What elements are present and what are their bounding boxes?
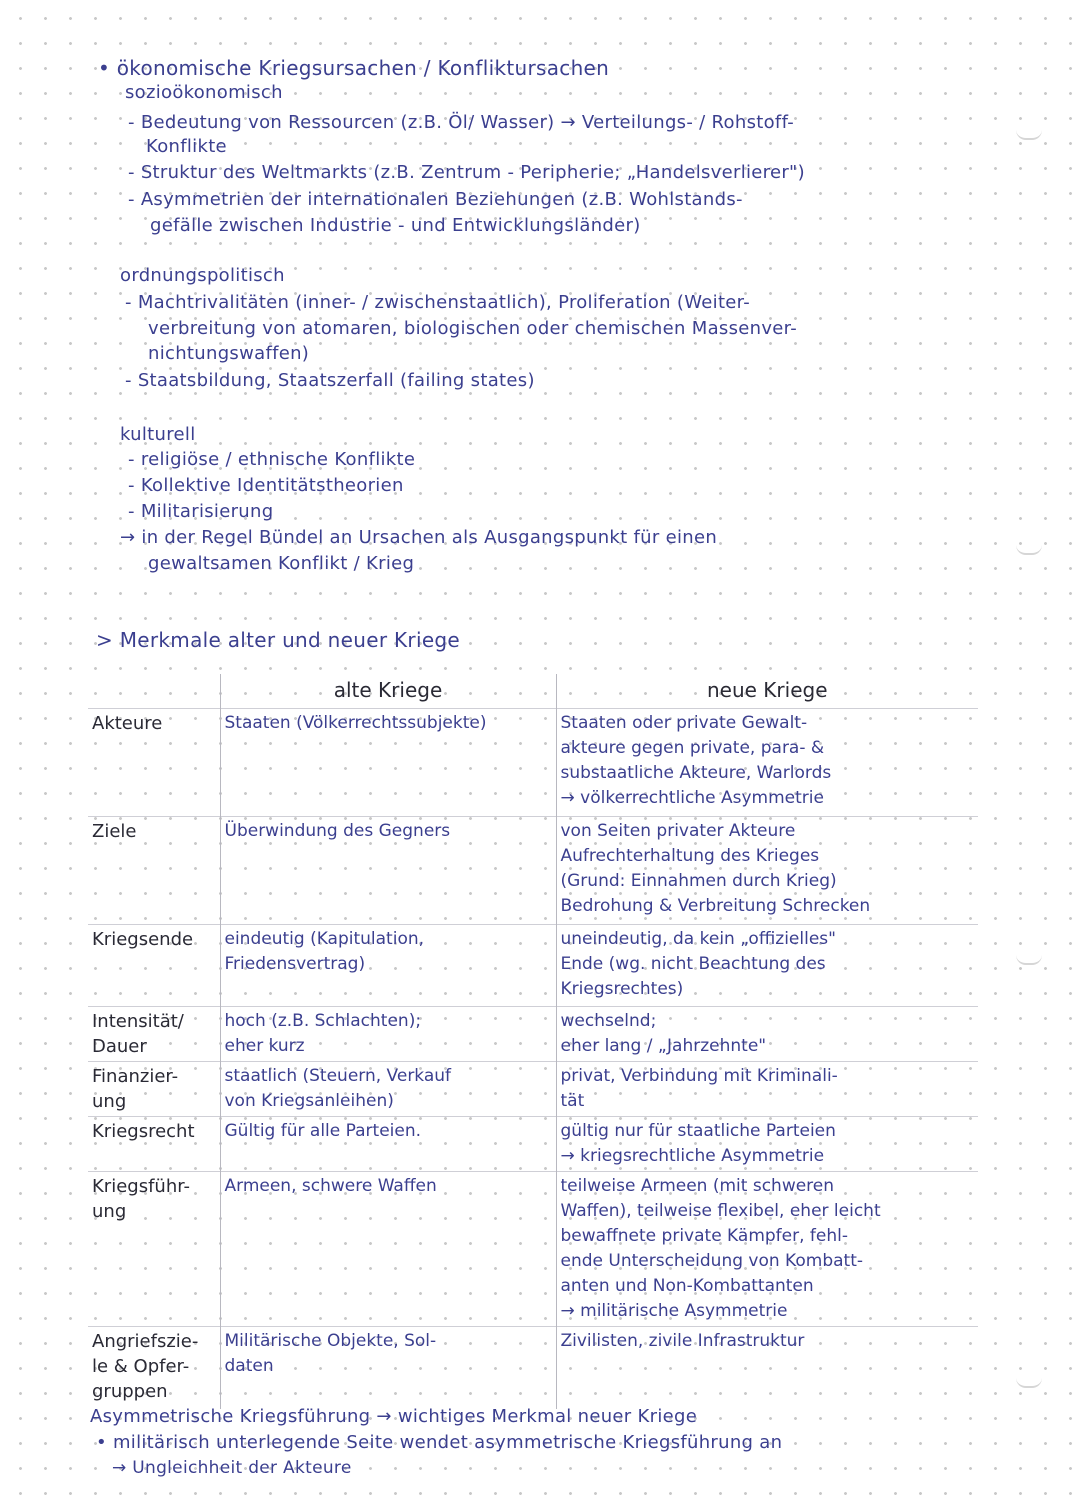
- cell-neue-kriege: [556, 1007, 978, 1062]
- binder-hole-mark: [1016, 130, 1042, 140]
- cell-alte-kriege: [220, 925, 556, 1007]
- cell-text: eher lang / „Jahrzehnte": [560, 1036, 767, 1056]
- cell-text: substaatliche Akteure, Warlords: [560, 763, 832, 783]
- note-line: → Ungleichheit der Akteure: [112, 1458, 352, 1478]
- cell-text: (Grund: Einnahmen durch Krieg): [560, 871, 837, 891]
- cell-text: tät: [560, 1091, 585, 1111]
- cell-text: Gültig für alle Parteien.: [224, 1121, 422, 1141]
- cell-neue-kriege: [556, 1062, 978, 1117]
- cell-text: eher kurz: [224, 1036, 305, 1056]
- cell-neue-kriege: [556, 1117, 978, 1172]
- cell-text: von Kriegsanleihen): [224, 1091, 394, 1111]
- cell-text: Staaten (Völkerrechtssubjekte): [224, 713, 487, 733]
- cell-alte-kriege: [220, 1117, 556, 1172]
- cell-text: bewaffnete private Kämpfer, fehl-: [560, 1226, 848, 1246]
- cell-text: Bedrohung & Verbreitung Schrecken: [560, 896, 871, 916]
- cell-text: Angriefszie-: [92, 1331, 199, 1352]
- cell-neue-kriege: [556, 709, 978, 817]
- subheading-soziooekonomisch: sozioökonomisch: [125, 82, 283, 103]
- binder-hole-mark: [1016, 955, 1042, 965]
- cell-text: anten und Non-Kombattanten: [560, 1276, 814, 1296]
- cell-alte-kriege: [220, 1327, 556, 1409]
- cell-text: ung: [92, 1201, 127, 1222]
- cell-text: hoch (z.B. Schlachten);: [224, 1011, 422, 1031]
- subheading-ordnungspolitisch: ordnungspolitisch: [120, 265, 285, 286]
- text-line: - religiöse / ethnische Konflikte: [128, 449, 416, 470]
- cell-text: Überwindung des Gegners: [224, 821, 451, 841]
- cell-text: wechselnd;: [560, 1011, 657, 1031]
- text-line: - Asymmetrien der internationalen Beziehungen (z.B. Wohlstands-: [128, 189, 743, 210]
- cell-alte-kriege: [220, 1007, 556, 1062]
- table-title: > Merkmale alter und neuer Kriege: [96, 628, 461, 652]
- cell-text: Armeen, schwere Waffen: [224, 1176, 437, 1196]
- cell-text: staatlich (Steuern, Verkauf: [224, 1066, 452, 1086]
- cell-text: Friedensvertrag): [224, 954, 366, 974]
- cell-text: Kriegsende: [92, 929, 194, 950]
- row-label: [88, 709, 220, 817]
- cell-text: Finanzier-: [92, 1066, 179, 1087]
- row-label: [88, 1172, 220, 1327]
- text-line: - Staatsbildung, Staatszerfall (failing states): [125, 370, 535, 391]
- cell-text: privat, Verbindung mit Kriminali-: [560, 1066, 838, 1086]
- text-line: - Kollektive Identitätstheorien: [128, 475, 404, 496]
- comparison-table: [88, 674, 978, 1409]
- text-line: nichtungswaffen): [148, 343, 310, 364]
- text-line: - Militarisierung: [128, 501, 274, 522]
- cell-text: von Seiten privater Akteure: [560, 821, 796, 841]
- table-body: [88, 709, 978, 1409]
- binder-hole-mark: [1016, 545, 1042, 555]
- cell-text: akteure gegen private, para- &: [560, 738, 825, 758]
- table-row: [88, 709, 978, 817]
- table-row: [88, 1327, 978, 1409]
- cell-alte-kriege: [220, 1062, 556, 1117]
- cell-text: Staaten oder private Gewalt-: [560, 713, 808, 733]
- cell-text: le & Opfer-: [92, 1356, 190, 1377]
- row-label: [88, 1327, 220, 1409]
- cell-text: gültig nur für staatliche Parteien: [560, 1121, 836, 1141]
- cell-text: → kriegsrechtliche Asymmetrie: [560, 1146, 825, 1166]
- table-row: [88, 1007, 978, 1062]
- row-label: [88, 1062, 220, 1117]
- cell-text: Kriegsrecht: [92, 1121, 195, 1142]
- cell-text: Dauer: [92, 1036, 147, 1057]
- cell-text: → militärische Asymmetrie: [560, 1301, 788, 1321]
- text-line: - Bedeutung von Ressourcen (z.B. Öl/ Wasser) → Verteilungs- / Rohstoff-: [128, 112, 795, 133]
- note-line: • militärisch unterlegende Seite wendet asymmetrische Kriegsführung an: [96, 1432, 783, 1453]
- subheading-kulturell: kulturell: [120, 424, 196, 445]
- cell-text: Akteure: [92, 713, 163, 734]
- section-heading: • ökonomische Kriegsursachen / Konfliktursachen: [98, 56, 610, 80]
- text-line: verbreitung von atomaren, biologischen oder chemischen Massenver-: [148, 318, 798, 339]
- cell-text: Zivilisten, zivile Infrastruktur: [560, 1331, 805, 1351]
- text-line: Konflikte: [146, 136, 227, 157]
- cell-neue-kriege: [556, 1327, 978, 1409]
- header-empty: [88, 674, 220, 709]
- cell-text: Aufrechterhaltung des Krieges: [560, 846, 820, 866]
- table-row: [88, 817, 978, 925]
- cell-alte-kriege: [220, 709, 556, 817]
- cell-neue-kriege: [556, 925, 978, 1007]
- cell-text: Militärische Objekte, Sol-: [224, 1331, 437, 1351]
- row-label: [88, 1117, 220, 1172]
- cell-text: uneindeutig, da kein „offizielles": [560, 929, 836, 949]
- text-line: → in der Regel Bündel an Ursachen als Ausgangspunkt für einen: [120, 527, 718, 548]
- text-line: - Machtrivalitäten (inner- / zwischenstaatlich), Proliferation (Weiter-: [125, 292, 751, 313]
- text-line: gefälle zwischen Industrie - und Entwicklungsländer): [150, 215, 641, 236]
- cell-neue-kriege: [556, 817, 978, 925]
- table-row: [88, 925, 978, 1007]
- cell-text: eindeutig (Kapitulation,: [224, 929, 425, 949]
- binder-hole-mark: [1016, 1378, 1042, 1388]
- cell-text: Intensität/: [92, 1011, 184, 1032]
- cell-text: ung: [92, 1091, 127, 1112]
- cell-neue-kriege: [556, 1172, 978, 1327]
- text-line: - Struktur des Weltmarkts (z.B. Zentrum - Peripherie; „Handelsverlierer"): [128, 162, 805, 183]
- table-row: [88, 1172, 978, 1327]
- cell-text: ende Unterscheidung von Kombatt-: [560, 1251, 863, 1271]
- row-label: [88, 1007, 220, 1062]
- row-label: [88, 925, 220, 1007]
- header-neue-kriege: neue Kriege: [556, 674, 978, 709]
- note-line: Asymmetrische Kriegsführung → wichtiges Merkmal neuer Kriege: [90, 1406, 698, 1427]
- cell-text: teilweise Armeen (mit schweren: [560, 1176, 835, 1196]
- cell-text: Ziele: [92, 821, 137, 842]
- cell-text: Ende (wg. nicht Beachtung des: [560, 954, 826, 974]
- cell-text: Waffen), teilweise flexibel, eher leicht: [560, 1201, 881, 1221]
- table-row: [88, 1117, 978, 1172]
- text-line: gewaltsamen Konflikt / Krieg: [148, 553, 415, 574]
- cell-text: Kriegsrechtes): [560, 979, 684, 999]
- cell-text: gruppen: [92, 1381, 168, 1402]
- header-alte-kriege: alte Kriege: [220, 674, 556, 709]
- row-label: [88, 817, 220, 925]
- cell-text: → völkerrechtliche Asymmetrie: [560, 788, 824, 808]
- cell-text: Kriegsführ-: [92, 1176, 190, 1197]
- cell-alte-kriege: [220, 817, 556, 925]
- table-row: [88, 1062, 978, 1117]
- cell-alte-kriege: [220, 1172, 556, 1327]
- cell-text: daten: [224, 1356, 274, 1376]
